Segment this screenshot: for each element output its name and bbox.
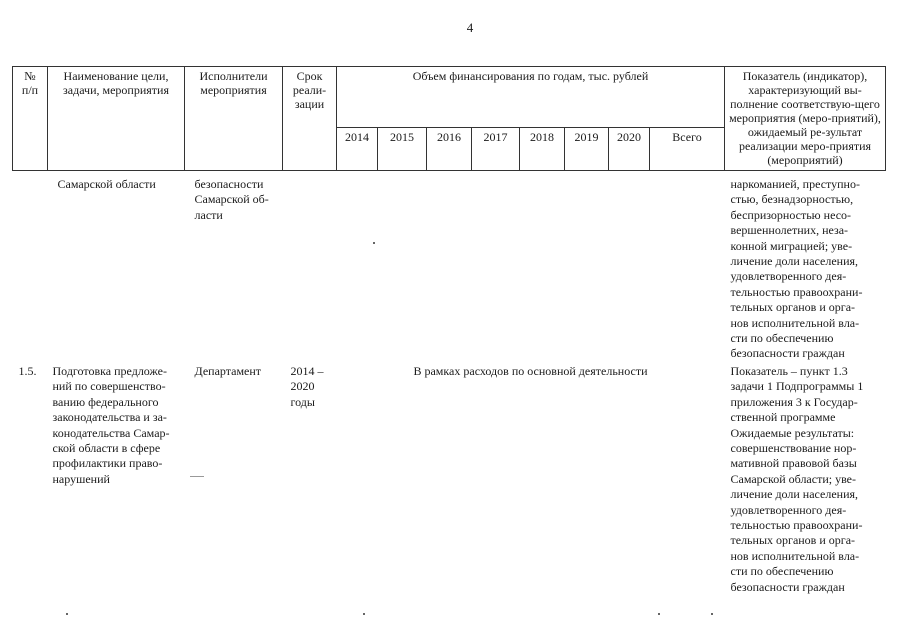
scan-artifact: [658, 613, 660, 615]
table-header: [13, 67, 886, 171]
page-number: 4: [466, 20, 474, 35]
header-year-2017: 2017: [472, 128, 520, 171]
header-year-2016: 2016: [427, 128, 472, 171]
header-no: № п/п: [13, 67, 48, 171]
header-financing: Объем финансирования по годам, тыс. рублей: [337, 67, 725, 128]
cell-financing: [337, 171, 725, 362]
cell-no: 1.5.: [18, 363, 37, 378]
header-indicator: Показатель (индикатор), характеризующий вы-полнение соответствую-щего мероприятия (меро-приятий), ожидаемый ре-зультат реализации меро-приятия (мероприятий): [725, 67, 886, 171]
table-row: [13, 362, 886, 595]
header-term: Срок реали-зации: [283, 67, 337, 171]
cell-term: [283, 171, 337, 362]
financing-table: [12, 66, 886, 595]
cell-name: Самарской области: [57, 177, 156, 191]
cell-indicator: наркоманией, преступно- стью, безнадзорностью, беспризорностью несо- вершеннолетних, неза- конной миграцией; уве- личение доли населения, удовлетворенного дея- тельностью правоохрани- тельных органов и орга- нов исполнительной вла- сти по обеспечению безопасности граждан: [730, 177, 863, 361]
cell-indicator: Показатель – пункт 1.3 задачи 1 Подпрограммы 1 приложения 3 к Государ- ственной программе Ожидаемые результаты: совершенствование нор- мативной правовой базы Самарской области; уве- личение доли населения, удовлетворенного дея- тельностью правоохрани- тельных органов и орга- нов исполнительной вла- сти по обеспечению безопасности граждан: [730, 363, 864, 594]
header-executors: Исполнители мероприятия: [185, 67, 283, 171]
cell-executors: Департамент: [194, 363, 262, 378]
cell-name: Подготовка предложе- ний по совершенство- ванию федерального законодательства и за- конодательства Самар- ской области в сфере профилактики право- нарушений: [52, 363, 170, 486]
scan-artifact: [190, 476, 204, 477]
header-year-2015: 2015: [378, 128, 427, 171]
cell-financing: В рамках расходов по основной деятельности: [413, 363, 648, 378]
header-total: Всего: [650, 128, 725, 171]
scan-artifact: [363, 613, 365, 615]
cell-executors: безопасности Самарской об- ласти: [194, 177, 269, 222]
scan-artifact: [711, 613, 713, 615]
cell-term: 2014 – 2020 годы: [290, 363, 324, 409]
scan-artifact: [66, 613, 68, 615]
header-name: Наименование цели, задачи, мероприятия: [48, 67, 185, 171]
table-row: [13, 171, 886, 362]
scan-artifact: [373, 242, 375, 244]
header-year-2020: 2020: [609, 128, 650, 171]
cell-no: [13, 171, 48, 362]
header-year-2018: 2018: [520, 128, 565, 171]
header-year-2014: 2014: [337, 128, 378, 171]
header-year-2019: 2019: [565, 128, 609, 171]
